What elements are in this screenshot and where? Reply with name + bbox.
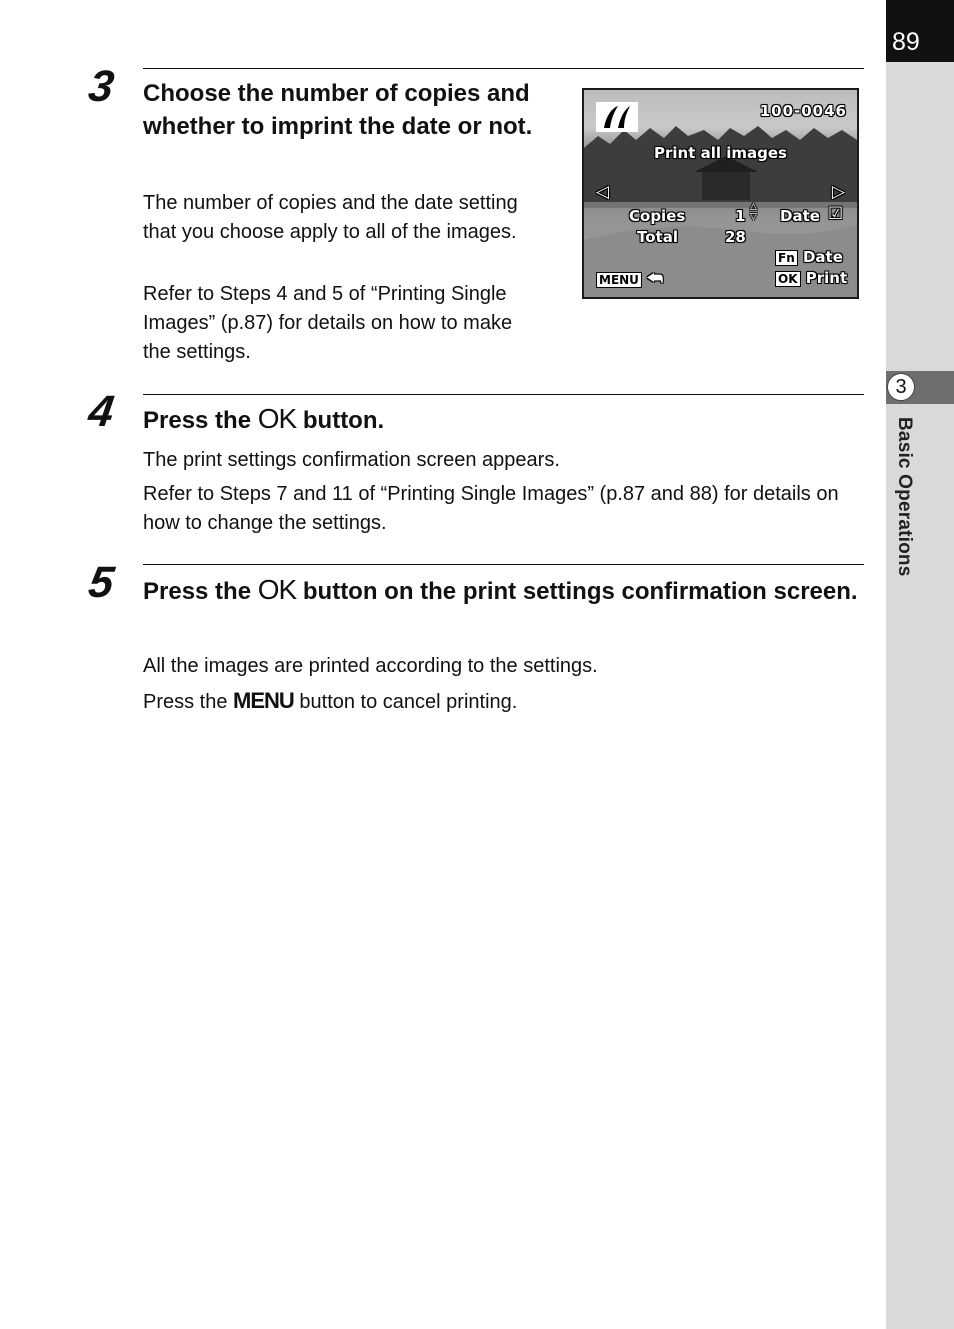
fn-key: Fn <box>775 250 798 266</box>
ok-button-symbol: OK <box>257 574 297 605</box>
menu-back-control[interactable] <box>596 269 663 289</box>
copies-label: Copies <box>629 207 686 225</box>
left-arrow-icon[interactable]: ◁ <box>596 182 610 202</box>
step-4-number: 4 <box>85 387 117 436</box>
step-5-divider <box>143 564 864 565</box>
step-5-number: 5 <box>85 558 117 607</box>
step-4-heading <box>143 403 384 438</box>
step-3-paragraph-2: Refer to Steps 4 and 5 of “Printing Single Images” (p.87) for details on how to make the settings. <box>143 283 513 363</box>
step-5-heading-post: button on the print settings confirmation screen. <box>302 578 858 605</box>
menu-line-post: button to cancel printing. <box>299 691 518 713</box>
chapter-title: Basic Operations <box>894 417 915 577</box>
step-5-paragraph-1: All the images are printed according to the settings. <box>143 655 598 677</box>
copies-value: 1 <box>735 207 746 225</box>
step-3-number: 3 <box>85 62 117 111</box>
chapter-sidebar <box>886 0 954 1329</box>
step-4-heading-post: button. <box>302 407 385 434</box>
step-4-divider <box>143 394 864 395</box>
menu-key: MENU <box>596 272 642 288</box>
ok-key: OK <box>775 271 801 287</box>
print-all-title: Print all images <box>654 144 787 162</box>
checkbox-checked-icon[interactable]: ☑ <box>828 204 844 224</box>
total-label: Total <box>637 228 678 246</box>
fn-action: Date <box>802 248 843 266</box>
camera-print-screen <box>582 88 859 299</box>
up-down-arrow-icon[interactable]: △ ▽ <box>750 202 757 222</box>
step-3-paragraph-1: The number of copies and the date setting that you choose apply to all of the images. <box>143 192 518 243</box>
total-value: 28 <box>725 228 746 246</box>
menu-button-symbol: MENU <box>233 688 294 713</box>
step-3-divider <box>143 68 864 69</box>
pictbridge-icon <box>596 102 638 132</box>
menu-line-pre: Press the <box>143 691 228 713</box>
step-3-heading: Choose the number of copies and whether to imprint the date or not. <box>143 80 533 140</box>
step-5-menu-line <box>143 686 853 717</box>
ok-button-symbol: OK <box>257 403 297 434</box>
right-arrow-icon[interactable]: ▷ <box>831 182 845 202</box>
file-number: 100-0046 <box>759 102 847 120</box>
page-number: 89 <box>886 0 954 62</box>
fn-date-control[interactable] <box>775 248 843 266</box>
return-icon: ⮪ <box>647 269 663 289</box>
date-label: Date <box>780 207 820 225</box>
ok-print-control[interactable] <box>775 269 847 287</box>
ok-action: Print <box>805 269 848 287</box>
step-5-heading-pre: Press the <box>143 578 252 605</box>
step-4-heading-pre: Press the <box>143 407 252 434</box>
chapter-number: 3 <box>887 373 915 401</box>
step-5-heading <box>143 574 863 609</box>
step-4-paragraph-2: Refer to Steps 7 and 11 of “Printing Single Images” (p.87 and 88) for details on how to change the settings. <box>143 483 839 534</box>
step-4-paragraph-1: The print settings confirmation screen appears. <box>143 449 560 471</box>
